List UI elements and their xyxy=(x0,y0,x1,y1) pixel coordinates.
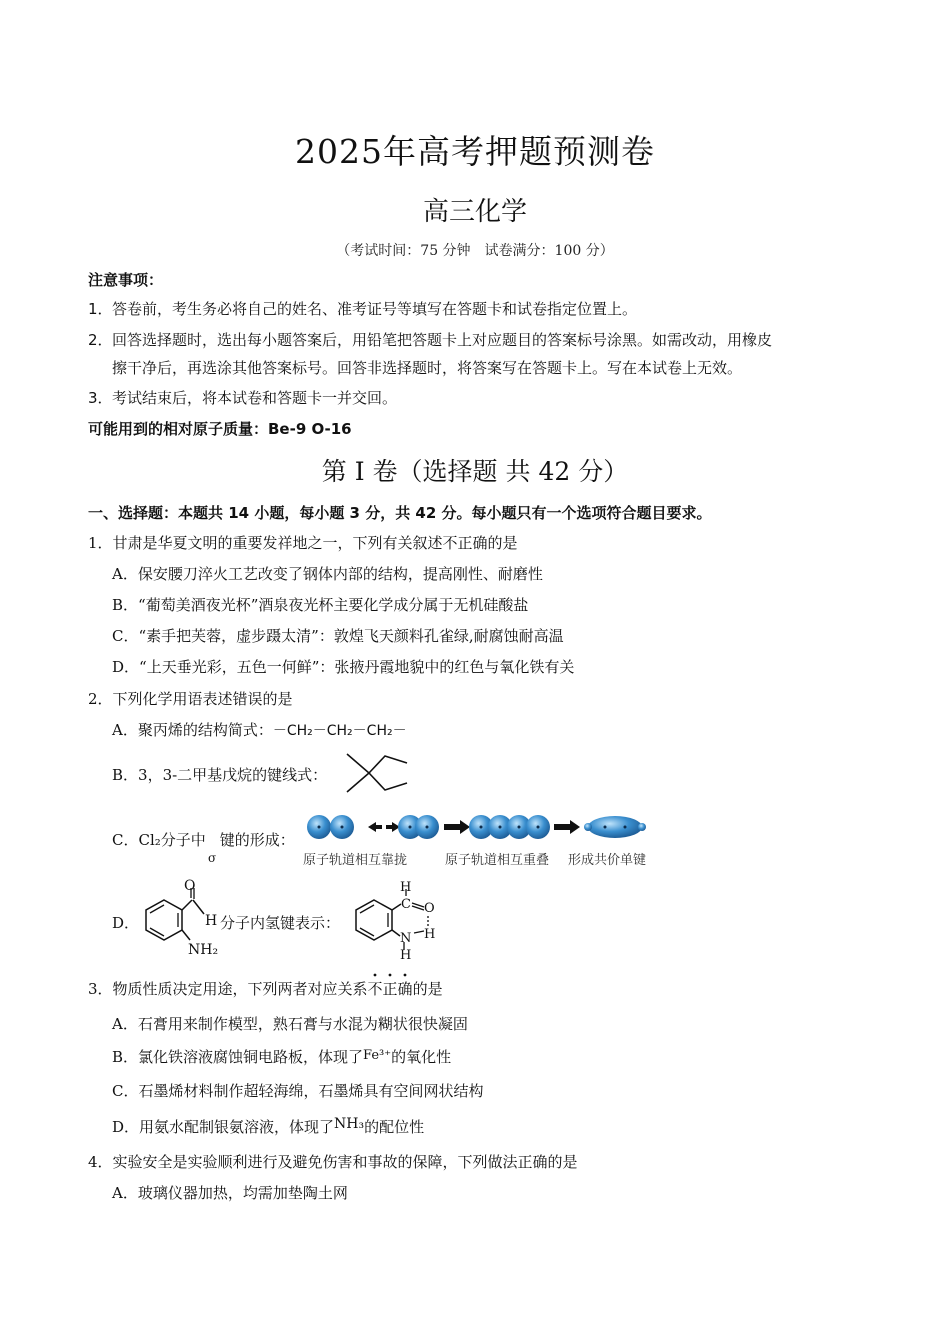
hydrogen-bond-structure-icon xyxy=(352,876,442,962)
q3-stem-post: 的是 xyxy=(412,980,443,998)
q3-stem-pre: 3．物质性质决定用途，下列两者对应关系 xyxy=(88,980,368,998)
q2-c-label-pre: C．Cl₂分子中 xyxy=(112,831,206,849)
nh3-formula: NH₃ xyxy=(334,1116,365,1132)
dimethylpentane-skeletal-icon xyxy=(345,752,409,794)
polypropylene-formula: －CH₂－CH₂－CH₂－ xyxy=(272,723,407,739)
q2-stem: 2．下列化学用语表述错误的是 xyxy=(88,690,293,708)
emphasis-dots-icon xyxy=(368,972,416,978)
exam-meta: （考试时间：75 分钟 试卷满分：100 分） xyxy=(336,243,614,259)
fe3-ion: Fe³⁺ xyxy=(363,1048,392,1063)
orbital-caption-1: 原子轨道相互靠拢 xyxy=(303,853,408,868)
note-2-cont xyxy=(88,358,742,378)
note-1 xyxy=(88,299,637,319)
note-3 xyxy=(88,388,397,408)
q2-d-label: D． xyxy=(112,914,140,932)
q1-option-b[interactable]: B．“葡萄美酒夜光杯”酒泉夜光杯主要化学成分属于无机硅酸盐 xyxy=(112,596,529,614)
q3-option-c[interactable]: C．石墨烯材料制作超轻海绵，石墨烯具有空间网状结构 xyxy=(112,1082,484,1100)
q4-option-a[interactable]: A．玻璃仪器加热，均需加垫陶土网 xyxy=(112,1184,348,1202)
q3-b-post: 的氧化性 xyxy=(391,1048,452,1066)
q2-c-label-post: 键的形成： xyxy=(219,831,295,849)
q3-option-b[interactable] xyxy=(112,1047,451,1069)
note-text: 答卷前，考生务必将自己的姓名、准考证号等填写在答题卡和试卷指定位置上。 xyxy=(112,300,638,318)
notes-heading: 注意事项： xyxy=(88,271,164,289)
q3-stem-dotted xyxy=(368,980,413,998)
note-num: 2． xyxy=(88,331,113,349)
note-num: 3． xyxy=(88,389,113,407)
q1-option-a[interactable]: A．保安腰刀淬火工艺改变了钢体内部的结构，提高刚性、耐磨性 xyxy=(112,565,543,583)
q2-option-a[interactable] xyxy=(112,720,407,741)
part1-heading: 一、选择题：本题共 14 小题，每小题 3 分，共 42 分。每小题只有一个选项符合题目要求。 xyxy=(88,504,712,522)
exam-title: 2025年高考押题预测卷 xyxy=(295,132,655,171)
note-text: 擦干净后，再选涂其他答案标号。回答非选择题时，将答案写在答题卡上。写在本试卷上无效。 xyxy=(112,359,743,377)
d2-h-bottom: H xyxy=(400,948,412,963)
q2-option-b[interactable] xyxy=(112,765,327,785)
q3-stem xyxy=(88,979,443,999)
q2-a-label: A．聚丙烯的结构简式： xyxy=(112,721,273,739)
q4-stem: 4．实验安全是实验顺利进行及避免伤害和事故的保障，下列做法正确的是 xyxy=(88,1153,578,1171)
d-hydrogen-bond-text: 分子内氢键表示： xyxy=(220,914,341,932)
note-text: 考试结束后，将本试卷和答题卡一并交回。 xyxy=(112,389,398,407)
q3-emphasis-text: 不正确 xyxy=(367,980,413,998)
d1-nh2-group: NH₂ xyxy=(188,942,219,958)
q3-option-d[interactable] xyxy=(112,1117,424,1138)
d2-h-top: H xyxy=(400,880,412,895)
d1-h-atom: H xyxy=(205,913,218,929)
q3-option-a[interactable]: A．石膏用来制作模型，熟石膏与水混为糊状很快凝固 xyxy=(112,1015,468,1033)
d2-h-mid: H xyxy=(424,927,436,942)
q3-d-post: 的配位性 xyxy=(364,1118,425,1136)
note-text: 回答选择题时，选出每小题答案后，用铅笔把答题卡上对应题目的答案标号涂黑。如需改动，用橡皮 xyxy=(112,331,773,349)
q1-option-c[interactable]: C．“素手把芙蓉，虚步蹑太清”：敦煌飞天颜料孔雀绿,耐腐蚀耐高温 xyxy=(112,627,564,645)
q2-b-label: B．3，3-二甲基戊烷的键线式： xyxy=(112,766,328,784)
atomic-mass-line: 可能用到的相对原子质量：Be-9 O-16 xyxy=(88,420,352,438)
orbital-caption-3: 形成共价单键 xyxy=(568,853,647,868)
orbital-overlap-diagram-icon xyxy=(306,812,650,842)
q3-b-pre: B．氯化铁溶液腐蚀铜电路板，体现了 xyxy=(112,1048,364,1066)
d2-o-atom: O xyxy=(424,901,435,916)
q1-option-d[interactable]: D．“上天垂光彩，五色一何鲜”：张掖丹霞地貌中的红色与氧化铁有关 xyxy=(112,658,575,676)
sigma-symbol: σ xyxy=(208,851,217,865)
q3-d-pre: D．用氨水配制银氨溶液，体现了 xyxy=(112,1118,335,1136)
section-title: 第 I 卷（选择题 共 42 分） xyxy=(321,457,629,486)
note-num: 1． xyxy=(88,300,113,318)
exam-subtitle: 高三化学 xyxy=(422,197,527,227)
q1-stem: 1．甘肃是华夏文明的重要发祥地之一，下列有关叙述不正确的是 xyxy=(88,534,518,552)
orbital-caption-2: 原子轨道相互重叠 xyxy=(445,853,550,868)
d1-o-atom: O xyxy=(184,878,196,894)
note-2 xyxy=(88,330,772,350)
d2-c-atom: C xyxy=(401,897,411,912)
q2-option-c[interactable] xyxy=(112,830,295,850)
q2-option-d[interactable] xyxy=(112,913,139,933)
d2-n-atom: N xyxy=(400,931,412,946)
